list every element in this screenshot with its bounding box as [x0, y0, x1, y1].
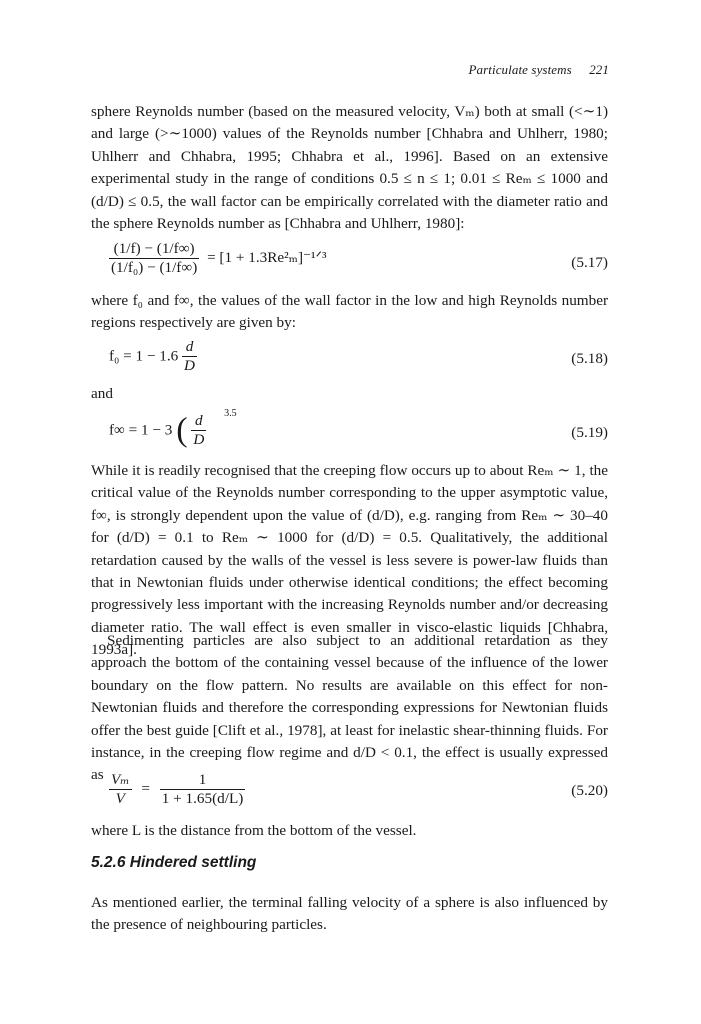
- eq519-number: (5.19): [571, 424, 608, 441]
- eq518-num: d: [185, 338, 194, 355]
- eq520-lhs-den: V: [109, 789, 132, 808]
- eq519-lhs: f∞ = 1 − 3: [109, 421, 173, 439]
- eq519-den: D: [193, 431, 205, 448]
- paragraph-1-text: sphere Reynolds number (based on the measured velocity, Vₘ) both at small (<∼1) and large (>∼1000) values of the Reynolds number [Chhabra and Uhlherr, 1980; Uhlherr and Chhabra, 1995; Chhabra et al., 1996]. Based on an extensive experimental study in the range of conditions 0.5 ≤ n ≤ 1; 0.01 ≤ Reₘ ≤ 1000 and (d/D) ≤ 0.5, the wall factor can be empirically correlated with the diameter ratio and the sphere Reynolds number as [Chhabra and Uhlherr, 1980]:: [91, 103, 608, 233]
- equation-5-18: [91, 338, 608, 382]
- eq520-lhs-num: Vₘ: [111, 771, 130, 788]
- eq517-denominator: (1/f₀) − (1/f∞): [111, 259, 198, 276]
- equals-sign: =: [141, 780, 150, 797]
- page-number: 221: [589, 62, 609, 77]
- paragraph-2: [91, 290, 608, 335]
- eq520-number: (5.20): [571, 782, 608, 799]
- equation-5-20: [91, 770, 608, 818]
- and-word: [91, 383, 608, 405]
- eq519-exponent: 3.5: [224, 408, 237, 419]
- section-heading: 5.2.6 Hindered settling: [91, 854, 257, 871]
- and-word-text: and: [91, 385, 113, 402]
- paragraph-5-text: where L is the distance from the bottom of the vessel.: [91, 822, 417, 839]
- eq517-numerator: (1/f) − (1/f∞): [113, 240, 195, 257]
- paragraph-6: [91, 892, 608, 937]
- eq520-rhs-den: 1 + 1.65(d/L): [161, 789, 244, 807]
- equation-5-19: [91, 408, 608, 460]
- eq518-number: (5.18): [571, 350, 608, 367]
- paragraph-6-text: As mentioned earlier, the terminal falling velocity of a sphere is also influenced by the presence of neighbouring particles.: [91, 894, 608, 934]
- paragraph-4-text: Sedimenting particles are also subject to an additional retardation as they approach the bottom of the containing vessel because of the influence of the lower boundary on the flow pattern. No results are available on this effect for non-Newtonian fluids and therefore the corresponding expressions for Newtonian fluids offer the best guide [Clift et al., 1978], at least for inelastic shear-thinning fluids. For instance, in the creeping flow regime and d/D < 0.1, the effect is usually expressed as: [91, 632, 608, 784]
- paragraph-1: [91, 101, 608, 235]
- running-head-title: Particulate systems: [468, 62, 572, 77]
- paragraph-3-text: While it is readily recognised that the creeping flow occurs up to about Reₘ ∼ 1, the critical value of the Reynolds number corresponding to the upper asymptotic value, f∞, is strongly dependent upon the value of (d/D), e.g. ranging from Reₘ ∼ 30–40 for (d/D) = 0.1 to Reₘ ∼ 1000 for (d/D) = 0.5. Qualitatively, the additional retardation caused by the walls of the vessel is less severe is power-law fluids than that in Newtonian fluids under otherwise identical conditions; the effect becoming progressively less important with the increasing Reynolds number and/or decreasing diameter ratio. The wall effect is even smaller in visco-elastic liquids [Chhabra, 1993a].: [91, 462, 608, 659]
- equation-5-17: [91, 240, 608, 288]
- running-head: [468, 62, 609, 78]
- paragraph-2-text: where f₀ and f∞, the values of the wall factor in the low and high Reynolds number regions respectively are given by:: [91, 292, 608, 332]
- eq518-den: D: [184, 357, 196, 374]
- paragraph-4: [91, 630, 608, 787]
- eq519-num: d: [195, 412, 203, 429]
- paragraph-5: [91, 820, 608, 842]
- eq520-rhs-num: 1: [198, 770, 207, 788]
- left-paren: (: [176, 411, 188, 449]
- eq517-number: (5.17): [571, 254, 608, 271]
- eq518-lhs: f₀ = 1 − 1.6: [109, 347, 179, 365]
- eq517-rhs: = [1 + 1.3Re²ₘ]⁻¹ᐟ³: [207, 248, 327, 266]
